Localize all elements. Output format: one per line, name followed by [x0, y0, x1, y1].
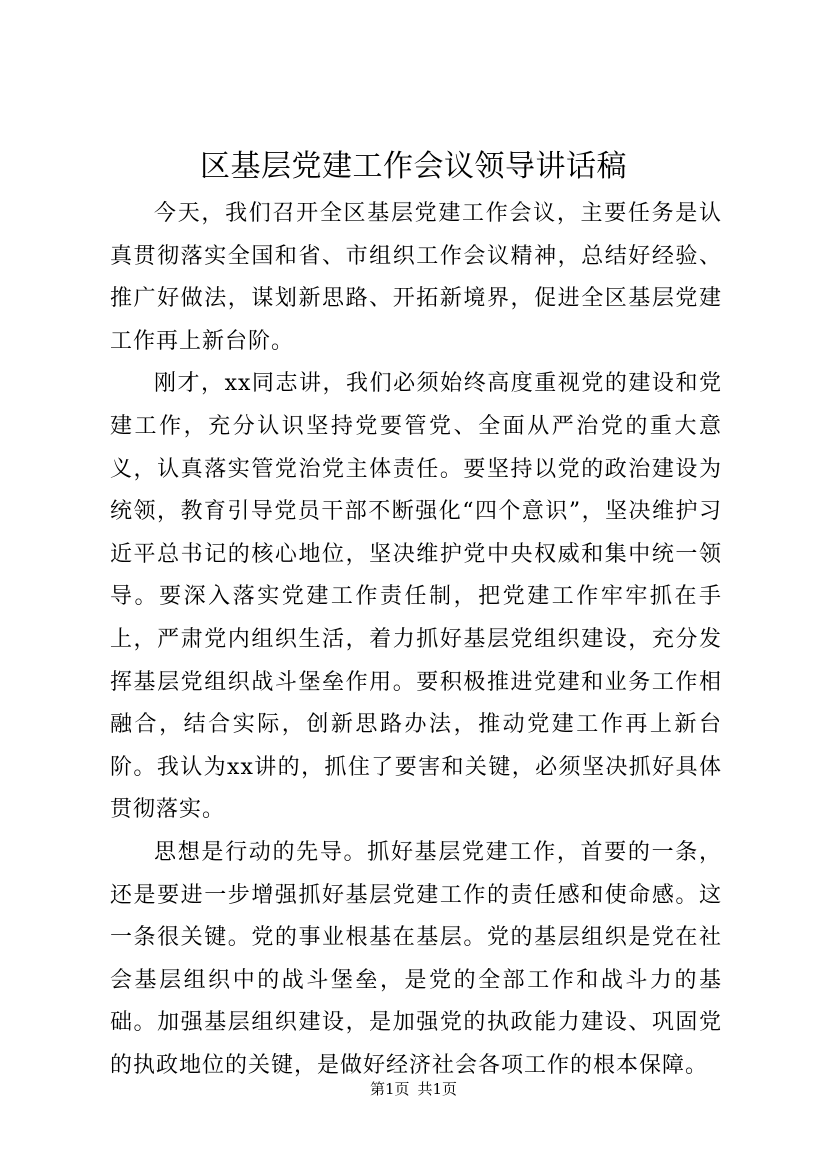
document-title: 区基层党建工作会议领导讲话稿: [200, 149, 627, 184]
page-number: 第1页: [369, 1080, 410, 1098]
paragraph-2: 刚才，xx同志讲，我们必须始终高度重视党的建设和党建工作，充分认识坚持党要管党、全面从严治党的重大意义，认真落实管党治党主体责任。要坚持以党的政治建设为统领，教育引导党员干部不断强化“四个意识”，坚决维护习近平总书记的核心地位，坚决维护党中央权威和集中统一领导。要深入落实党建工作责任制，把党建工作牢牢抓在手上，严肃党内组织生活，着力抓好基层党组织建设，充分发挥基层党组织战斗堡垒作用。要积极推进党建和业务工作相融合，结合实际，创新思路办法，推动党建工作再上新台阶。我认为xx讲的，抓住了要害和关键，必须坚决抓好具体贯彻落实。: [110, 371, 722, 823]
paragraph-1: 今天，我们召开全区基层党建工作会议，主要任务是认真贯彻落实全国和省、市组织工作会议精神，总结好经验、推广好做法，谋划新思路、开拓新境界，促进全区基层党建工作再上新台阶。: [110, 201, 722, 354]
page-footer: [0, 1079, 827, 1099]
document-body: [110, 193, 722, 1087]
page-total: 共1页: [417, 1080, 458, 1098]
paragraph-3: 思想是行动的先导。抓好基层党建工作，首要的一条，还是要进一步增强抓好基层党建工作的责任感和使命感。这一条很关键。党的事业根基在基层。党的基层组织是党在社会基层组织中的战斗堡垒，是党的全部工作和战斗力的基础。加强基层组织建设，是加强党的执政能力建设、巩固党的执政地位的关键，是做好经济社会各项工作的根本保障。: [110, 839, 722, 1078]
